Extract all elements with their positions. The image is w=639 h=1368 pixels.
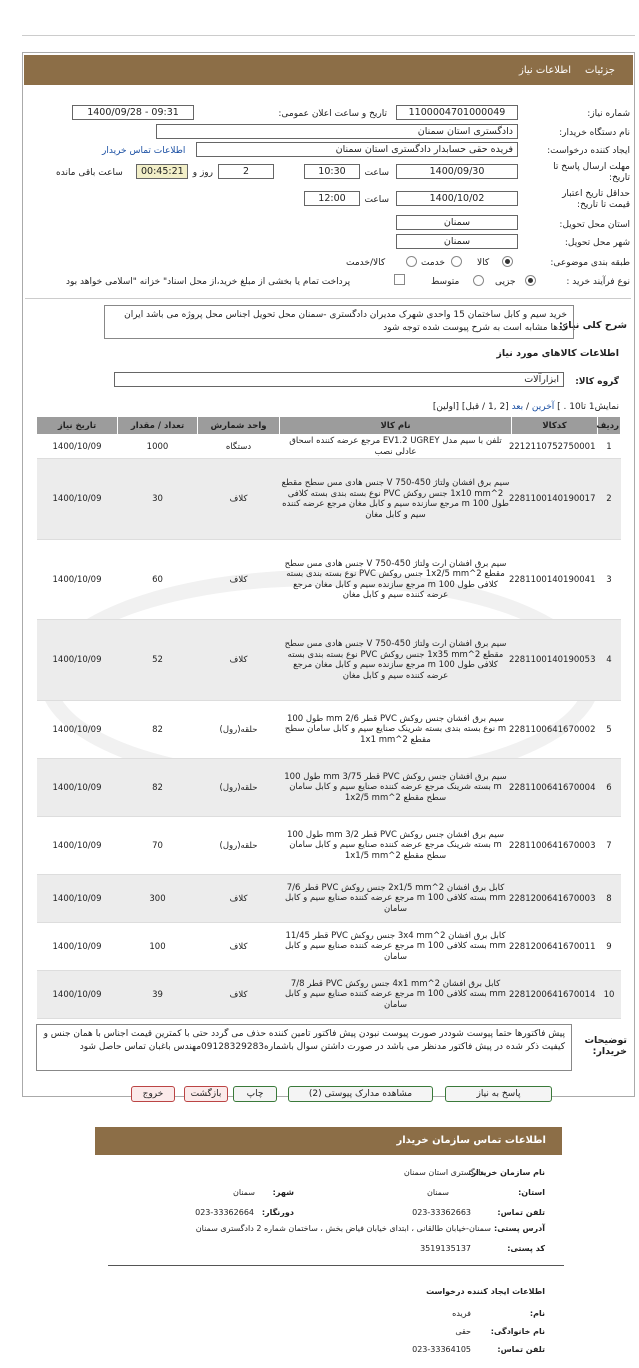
contact-address: سمنان-خیابان طالقانی ، ابتدای خیابان فیاض بخش ، ساختمان شماره 2 دادگستری سمنان <box>195 1224 491 1233</box>
row-number: 8 <box>598 875 621 923</box>
validity-label-1: حداقل تاریخ اعتبار <box>562 189 630 199</box>
row-number: 1 <box>598 435 621 459</box>
row-unit: حلقه(رول) <box>198 701 280 759</box>
row-date: 1400/10/09 <box>37 971 118 1019</box>
print-button[interactable]: چاپ <box>233 1086 277 1102</box>
pagination-pages[interactable]: [2 ,1 <box>487 402 509 412</box>
row-code: 2212110752750001 <box>512 435 598 459</box>
contact-phone: 023-33362663 <box>412 1208 471 1217</box>
row-unit: حلقه(رول) <box>198 759 280 817</box>
row-code: 2281100140190053 <box>512 620 598 701</box>
deadline-label-2: تاریخ: <box>609 173 630 183</box>
row-name: سیم برق افشان ولتاژ 450-750 V جنس هادی مس سطح مقطع 1x10 mm^2 جنس روکش PVC نوع بسته بندی بسته کلافی طول 100 m مرجع سازنده سیم و کابل مغان مرجع عرضه کننده سیم و کابل مغان <box>280 459 512 540</box>
row-name: سیم برق افشان جنس روکش PVC قطر 2/6 mm طول 100 m نوع بسته بندی بسته شرینک صنایع سیم و کابل سامان سطح مقطع 1x1 mm^2 <box>280 701 512 759</box>
category-goods-label: کالا <box>477 258 490 268</box>
row-name: کابل برق افشان 4x1 mm^2 جنس روکش PVC قطر 7/8 mm بسته کلافی 100 m مرجع عرضه کننده صنایع سیم و کابل سامان <box>280 971 512 1019</box>
row-unit: کلاف <box>198 459 280 540</box>
goods-info-title: اطلاعات کالاهای مورد نیاز <box>496 348 619 359</box>
row-number: 7 <box>598 817 621 875</box>
process-partial-label: جزیی <box>495 277 516 287</box>
row-unit: دستگاه <box>198 435 280 459</box>
process-label: نوع فرآیند خرید : <box>566 277 630 287</box>
row-number: 10 <box>598 971 621 1019</box>
contact-fax: 023-33362664 <box>195 1208 254 1217</box>
contact-address-label: آدرس پستی: <box>494 1224 545 1233</box>
row-qty: 82 <box>118 759 198 817</box>
contact-postal-label: کد پستی: <box>507 1244 545 1253</box>
table-row <box>37 817 621 875</box>
table-row <box>37 759 621 817</box>
row-number: 5 <box>598 701 621 759</box>
row-name: سیم برق افشان جنس روکش PVC قطر 3/75 mm طول 100 m بسته شرینک مرجع عرضه کننده صنایع سیم و کابل سامان سطح مقطع 1x2/5 mm^2 <box>280 759 512 817</box>
pagination-next[interactable]: بعد <box>511 402 524 412</box>
row-unit: کلاف <box>198 620 280 701</box>
days-label: روز و <box>192 168 213 178</box>
row-code: 2281100140190017 <box>512 459 598 540</box>
category-label: طبقه بندی موضوعی: <box>550 258 630 268</box>
row-unit: کلاف <box>198 540 280 620</box>
remaining-time-field: 00:45:21 <box>136 164 188 179</box>
row-code: 2281100641670002 <box>512 701 598 759</box>
row-number: 2 <box>598 459 621 540</box>
deadline-date-field: 1400/09/30 <box>396 164 518 179</box>
table-row <box>37 971 621 1019</box>
row-date: 1400/10/09 <box>37 540 118 620</box>
creator-label: ایجاد کننده درخواست: <box>547 146 630 156</box>
contact-province: سمنان <box>426 1188 449 1197</box>
row-qty: 52 <box>118 620 198 701</box>
row-date: 1400/10/09 <box>37 817 118 875</box>
col-date: تاریخ نیاز <box>37 417 118 435</box>
contact-title: اطلاعات تماس سازمان خریدار <box>396 1135 546 1146</box>
table-row <box>37 923 621 971</box>
row-qty: 60 <box>118 540 198 620</box>
process-medium-label: متوسط <box>431 277 460 287</box>
buyer-notes-box: پیش فاکتورها حتما پیوست شوددر صورت پیوست نبودن پیش فاکتور تامین کننده حذف می گردد حتی با کمترین قیمت اجناس با همان جنس و کیفیت ذکر شده در پیش فاکتور مدنظر می باشد در صورت داشتن سوال باشماره09128329283مهندس باغبان تماس حاصل شود <box>36 1024 572 1071</box>
row-date: 1400/10/09 <box>37 459 118 540</box>
category-service-label: خدمت <box>421 258 445 268</box>
row-number: 4 <box>598 620 621 701</box>
exit-button[interactable]: خروج <box>131 1086 175 1102</box>
category-service-radio[interactable] <box>451 256 462 267</box>
back-button[interactable]: بازگشت <box>184 1086 228 1102</box>
row-qty: 70 <box>118 817 198 875</box>
validity-time-field: 12:00 <box>304 191 360 206</box>
creator-family: حقی <box>455 1327 471 1336</box>
row-qty: 82 <box>118 701 198 759</box>
announce-field: 1400/09/28 - 09:31 <box>72 105 194 120</box>
row-name: تلفن با سیم مدل EV1.2 UGREY مرجع عرضه کننده اسحاق عادلی نصب <box>280 435 512 459</box>
contact-header-bar <box>95 1127 562 1155</box>
row-unit: حلقه(رول) <box>198 817 280 875</box>
deadline-time-field: 10:30 <box>304 164 360 179</box>
row-name: سیم برق افشان جنس روکش PVC قطر 3/2 mm طول 100 m بسته شرینک مرجع عرضه کننده صنایع سیم و کابل سامان سطح مقطع 1x1/5 mm^2 <box>280 817 512 875</box>
pagination: نمایش1 تا10 . ] آخرین / بعد [2 ,1 / قبل] [اولین] <box>432 402 619 412</box>
summary-label: شرح کلی نیاز: <box>558 320 627 331</box>
row-code: 2281100140190041 <box>512 540 598 620</box>
row-name: کابل برق افشان 2x1/5 mm^2 جنس روکش PVC قطر 7/6 mm بسته کلافی 100 m مرجع عرضه کننده صنایع سیم و کابل سامان <box>280 875 512 923</box>
province-field: سمنان <box>396 215 518 230</box>
row-date: 1400/10/09 <box>37 435 118 459</box>
announce-label: تاریخ و ساعت اعلان عمومی: <box>278 109 387 119</box>
col-row: ردیف <box>598 417 621 435</box>
row-date: 1400/10/09 <box>37 923 118 971</box>
col-name: نام کالا <box>280 417 512 435</box>
buyer-contact-link[interactable]: اطلاعات تماس خریدار <box>102 146 186 156</box>
contact-postal: 3519135137 <box>420 1244 471 1253</box>
city-label: شهر محل تحویل: <box>564 238 630 248</box>
buyer-field: دادگستری استان سمنان <box>156 124 518 139</box>
category-goods-radio[interactable] <box>502 256 513 267</box>
row-code: 2281100641670003 <box>512 817 598 875</box>
table-row <box>37 875 621 923</box>
tab-need-info[interactable]: اطلاعات نیاز <box>519 65 571 76</box>
pagination-last[interactable]: آخرین <box>531 402 555 412</box>
validity-time-label: ساعت <box>364 195 389 205</box>
table-row <box>37 620 621 701</box>
process-partial-radio[interactable] <box>525 275 536 286</box>
row-number: 6 <box>598 759 621 817</box>
row-unit: کلاف <box>198 875 280 923</box>
buyer-label: نام دستگاه خریدار: <box>559 128 630 138</box>
row-code: 2281200641670003 <box>512 875 598 923</box>
days-field: 2 <box>218 164 274 179</box>
contact-divider <box>108 1265 564 1266</box>
contact-org-label: نام سازمان خریدار: <box>468 1168 545 1177</box>
row-date: 1400/10/09 <box>37 875 118 923</box>
goods-table <box>36 416 621 1019</box>
row-code: 2281200641670014 <box>512 971 598 1019</box>
row-date: 1400/10/09 <box>37 701 118 759</box>
row-qty: 1000 <box>118 435 198 459</box>
creator-family-label: نام خانوادگی: <box>490 1327 545 1336</box>
contact-phone-label: تلفن تماس: <box>497 1208 545 1217</box>
col-code: کدکالا <box>512 417 598 435</box>
pagination-prev-first[interactable]: / قبل] [اولین] <box>432 402 486 412</box>
buyer-notes-label: توضیحات خریدار: <box>584 1035 627 1057</box>
header-bar <box>24 55 633 85</box>
table-row <box>37 540 621 620</box>
creator-phone-label: تلفن تماس: <box>497 1345 545 1354</box>
category-goods-service-label: کالا/خدمت <box>346 258 386 268</box>
contact-province-label: استان: <box>518 1188 545 1197</box>
need-number-label: شماره نیاز: <box>587 109 630 119</box>
row-number: 9 <box>598 923 621 971</box>
row-unit: کلاف <box>198 923 280 971</box>
province-label: استان محل تحویل: <box>559 220 630 230</box>
creator-name-label: نام: <box>529 1309 545 1318</box>
row-date: 1400/10/09 <box>37 620 118 701</box>
col-qty: تعداد / مقدار <box>118 417 198 435</box>
deadline-time-label: ساعت <box>364 168 389 178</box>
need-number-field: 1100004701000049 <box>396 105 518 120</box>
contact-fax-label: دورنگار: <box>261 1208 294 1217</box>
creator-name: فریده <box>452 1309 471 1318</box>
top-divider <box>22 35 635 36</box>
row-qty: 30 <box>118 459 198 540</box>
row-unit: کلاف <box>198 971 280 1019</box>
contact-city: سمنان <box>232 1188 255 1197</box>
row-code: 2281200641670011 <box>512 923 598 971</box>
remaining-label: ساعت باقی مانده <box>56 168 123 178</box>
process-medium-radio[interactable] <box>473 275 484 286</box>
group-label: گروه کالا: <box>575 377 619 387</box>
table-row <box>37 701 621 759</box>
city-field: سمنان <box>396 234 518 249</box>
table-row <box>37 435 621 459</box>
treasury-payment-checkbox[interactable] <box>394 274 405 285</box>
pagination-show: نمایش1 تا10 . ] <box>557 402 619 412</box>
row-qty: 100 <box>118 923 198 971</box>
creator-field: فریده حقی حسابدار دادگستری استان سمنان <box>196 142 518 157</box>
validity-label-2: قیمت تا تاریخ: <box>577 200 630 210</box>
reply-button[interactable]: پاسخ به نیاز <box>445 1086 552 1102</box>
creator-info-title: اطلاعات ایجاد کننده درخواست <box>426 1287 545 1296</box>
treasury-payment-note: پرداخت تمام یا بخشی از مبلغ خرید،از محل اسناد" خزانه "اسلامی خواهد بود <box>66 277 351 287</box>
summary-box: خرید سیم و کابل ساختمان 15 واحدی شهرک مدیران دادگستری -سمنان محل تحویل اجناس محل پروژه می باشد ایران کدها مشابه است به شرح پیوست شده توجه شود <box>104 305 574 339</box>
col-unit: واحد شمارش <box>198 417 280 435</box>
contact-org: دادگستری استان سمنان <box>403 1168 484 1177</box>
row-date: 1400/10/09 <box>37 759 118 817</box>
row-qty: 39 <box>118 971 198 1019</box>
attachments-button[interactable]: مشاهده مدارک پیوستی (2) <box>288 1086 433 1102</box>
validity-date-field: 1400/10/02 <box>396 191 518 206</box>
deadline-label-1: مهلت ارسال پاسخ تا <box>553 162 630 172</box>
section-divider <box>25 298 631 299</box>
creator-phone: 023-33364105 <box>412 1345 471 1354</box>
row-qty: 300 <box>118 875 198 923</box>
tab-details[interactable]: جزئیات <box>585 65 615 76</box>
category-goods-service-radio[interactable] <box>406 256 417 267</box>
row-number: 3 <box>598 540 621 620</box>
row-name: کابل برق افشان 3x4 mm^2 جنس روکش PVC قطر 11/45 mm بسته کلافی 100 m مرجع عرضه کننده صنایع سیم و کابل سامان <box>280 923 512 971</box>
group-field: ابزارآلات <box>114 372 564 387</box>
table-header-row <box>37 417 621 435</box>
row-name: سیم برق افشان ارت ولتاژ 450-750 V جنس هادی مس سطح مقطع 1x2/5 mm^2 جنس روکش PVC نوع بسته بندی بسته کلافی طول 100 m مرجع سازنده سیم و کابل مغان مرجع عرضه کننده سیم و کابل مغان <box>280 540 512 620</box>
table-row <box>37 459 621 540</box>
row-code: 2281100641670004 <box>512 759 598 817</box>
contact-city-label: شهر: <box>272 1188 294 1197</box>
row-name: سیم برق افشان ارت ولتاژ 450-750 V جنس هادی مس سطح مقطع 1x35 mm^2 جنس روکش PVC نوع بسته بندی بسته کلافی طول 100 m مرجع سازنده سیم و کابل مغان مرجع عرضه کننده سیم و کابل مغان <box>280 620 512 701</box>
